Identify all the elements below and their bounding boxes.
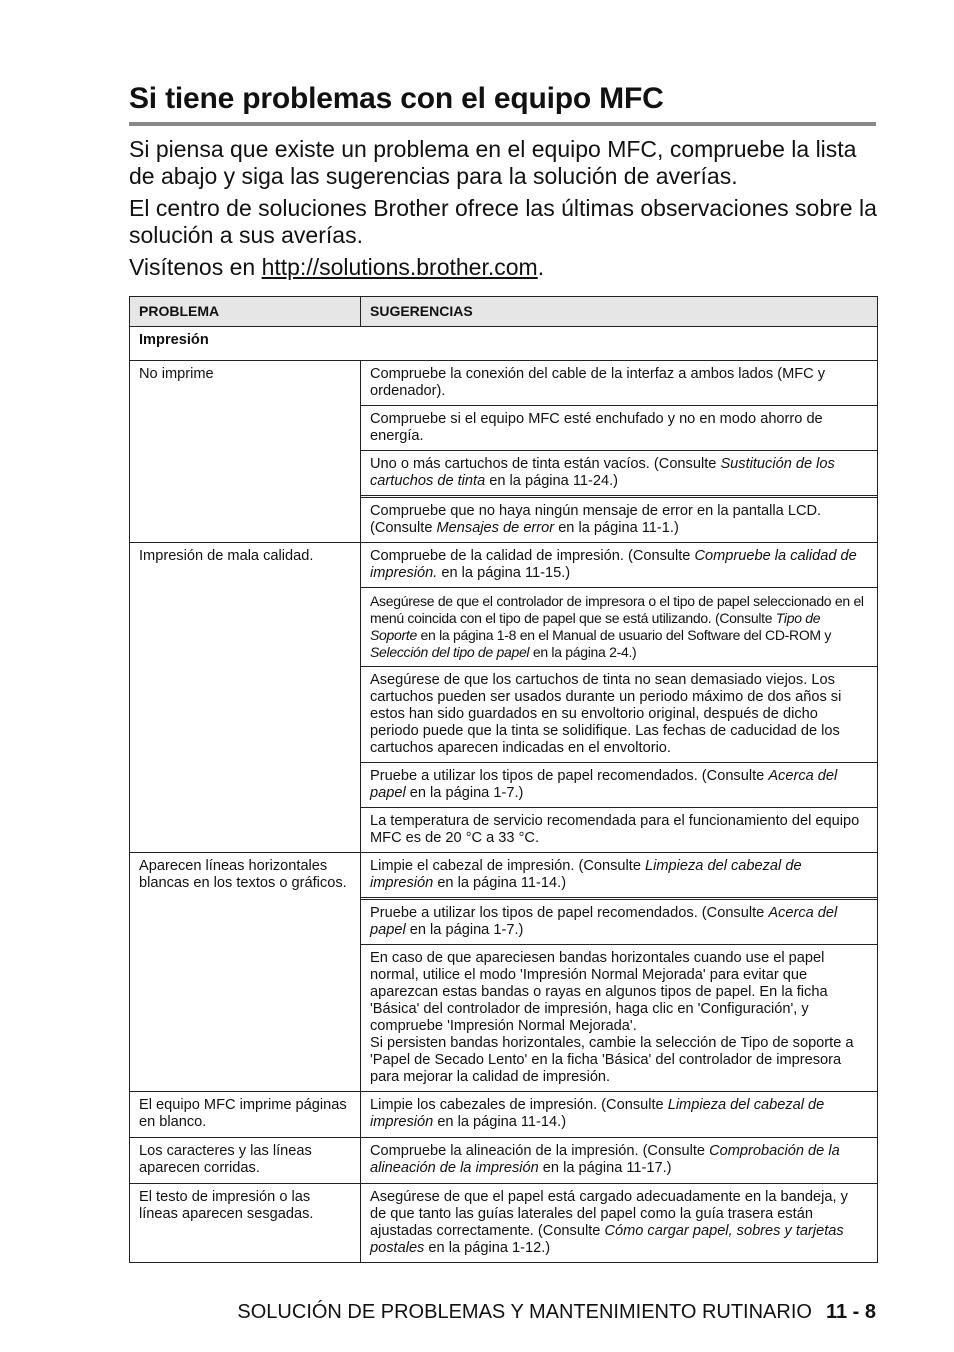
suggestion-item [361,1184,877,1262]
suggestion-text: Compruebe la alineación de la impresión. (Consulte [370,1143,710,1159]
suggestion-text: en la página 11-15.) [437,565,571,581]
suggestion-item [361,945,877,1091]
table-row [130,543,878,853]
suggestion-text: Compruebe que no haya ningún mensaje de error en la pantalla LCD. (Consulte [370,503,822,536]
intro-period: . [537,254,545,280]
intro-paragraph-2: El centro de soluciones Brother ofrece las últimas observaciones sobre la solución a sus averías. [129,195,877,248]
suggestion-item [361,853,877,900]
manual-reference: Mensajes de error [436,520,555,536]
suggestion-text: en la página 2-4.) [529,644,637,660]
suggestion-text: en la página 11-14.) [433,875,567,891]
section-row [130,327,878,361]
suggestion-item [361,1092,877,1136]
manual-reference: Cómo cargar papel, sobres y tarjetas postales [370,1223,844,1256]
intro-paragraph-3 [129,254,881,281]
problem-cell: No imprime [130,361,361,543]
problem-cell: Aparecen líneas horizontales blancas en los textos o gráficos. [130,853,361,1092]
suggestion-text: Si persisten bandas horizontales, cambie la selección de Tipo de soporte a 'Papel de Secado Lento' en la ficha 'Básica' del controlador de impresora para mejorar la calidad de impresión. [370,1035,854,1085]
manual-reference: Limpieza del cabezal de impresión [370,1097,825,1130]
suggestion-text: Limpie el cabezal de impresión. (Consulte [370,858,645,874]
problem-cell: Impresión de mala calidad. [130,543,361,853]
problem-cell: El testo de impresión o las líneas aparecen sesgadas. [130,1184,361,1263]
suggestion-text: en la página 11-14.) [433,1114,567,1130]
suggestion-item [361,451,877,498]
manual-reference: Selección del tipo de papel [370,644,530,660]
column-header-suggestions: SUGERENCIAS [361,297,878,327]
suggestion-text: en la página 1-7.) [405,922,524,938]
suggestion-text: en la página 1-7.) [405,785,524,801]
section-title: Impresión [130,327,878,361]
page-number: 11 - 8 [825,1301,876,1323]
column-header-problem: PROBLEMA [130,297,361,327]
suggestion-item: Asegúrese de que los cartuchos de tinta no sean demasiado viejos. Los cartuchos pueden ser usados durante un periodo máximo de dos años si estos han sido guardados en su envoltorio original, después de dicho periodo puede que la tinta se solidifique. Las fechas de caducidad de los cartuchos aparecen indicadas en el envoltorio. [361,667,877,763]
suggestion-item [361,900,877,945]
suggestion-item [361,543,877,588]
suggestions-cell [361,361,878,543]
suggestion-text: Uno o más cartuchos de tinta están vacíos. (Consulte [370,456,721,472]
table-row [130,1092,878,1138]
suggestion-item [361,763,877,808]
manual-reference: Acerca del papel [370,768,838,801]
suggestions-cell [361,1184,878,1263]
problem-cell: El equipo MFC imprime páginas en blanco. [130,1092,361,1138]
solutions-link[interactable]: http://solutions.brother.com [261,254,538,280]
suggestion-text: en la página 1-12.) [424,1240,551,1256]
suggestions-cell [361,1138,878,1184]
suggestions-cell [361,853,878,1092]
table-row [130,853,878,1092]
manual-reference: Acerca del papel [370,905,838,938]
intro [129,136,881,286]
manual-reference: Tipo de Soporte [370,610,821,643]
table-header-row [130,297,878,327]
table-row [130,1184,878,1263]
troubleshooting-table [129,296,878,1263]
intro-visit-text: Visítenos en [129,254,262,280]
suggestion-item [361,498,877,542]
suggestion-text: en la página 1-8 en el Manual de usuario del Software del CD-ROM y [416,627,832,643]
suggestion-text: Asegúrese de que el controlador de impresora o el tipo de papel seleccionado en el menú coincida con el tipo de papel que se está utilizando. (Consulte [370,593,864,626]
suggestion-item: Compruebe si el equipo MFC esté enchufado y no en modo ahorro de energía. [361,406,877,451]
manual-reference: Compruebe la calidad de impresión. [370,548,857,581]
page-footer [237,1301,876,1324]
suggestion-text: En caso de que apareciesen bandas horizontales cuando use el papel normal, utilice el modo 'Impresión Normal Mejorada' para evitar que aparezcan estas bandas o rayas en algunos tipos de papel. En la ficha 'Básica' del controlador de impresión, haga clic en 'Configuración', y compruebe 'Impresión Normal Mejorada'. [370,950,828,1034]
suggestions-cell [361,1092,878,1138]
chapter-title: SOLUCIÓN DE PROBLEMAS Y MANTENIMIENTO RUTINARIO [237,1301,812,1323]
page-title: Si tiene problemas con el equipo MFC [129,82,876,126]
suggestion-text: Asegúrese de que el papel está cargado adecuadamente en la bandeja, y de que tanto las guías laterales del papel como la guía trasera están ajustadas correctamente. (Consulte [370,1189,848,1239]
table-row [130,1138,878,1184]
suggestion-text: Pruebe a utilizar los tipos de papel recomendados. (Consulte [370,905,769,921]
table-row [130,361,878,543]
manual-reference: Comprobación de la alineación de la impresión [370,1143,840,1176]
manual-reference: Limpieza del cabezal de impresión [370,858,802,891]
suggestions-cell [361,543,878,853]
suggestion-text: Limpie los cabezales de impresión. (Consulte [370,1097,668,1113]
suggestion-item: La temperatura de servicio recomendada para el funcionamiento del equipo MFC es de 20 °C a 33 °C. [370,813,860,846]
suggestion-text: Compruebe de la calidad de impresión. (Consulte [370,548,695,564]
suggestion-text: en la página 11-17.) [538,1160,672,1176]
intro-paragraph-1: Si piensa que existe un problema en el equipo MFC, compruebe la lista de abajo y siga las sugerencias para la solución de averías. [129,136,857,189]
suggestion-item [361,588,877,667]
suggestion-text: en la página 11-24.) [485,473,618,489]
manual-reference: Sustitución de los cartuchos de tinta [370,456,835,489]
suggestion-item: Compruebe la conexión del cable de la interfaz a ambos lados (MFC y ordenador). [361,361,877,406]
suggestion-text: en la página 11-1.) [554,520,679,536]
suggestion-text: Pruebe a utilizar los tipos de papel recomendados. (Consulte [370,768,769,784]
problem-cell: Los caracteres y las líneas aparecen corridas. [130,1138,361,1184]
suggestion-item [361,1138,877,1182]
